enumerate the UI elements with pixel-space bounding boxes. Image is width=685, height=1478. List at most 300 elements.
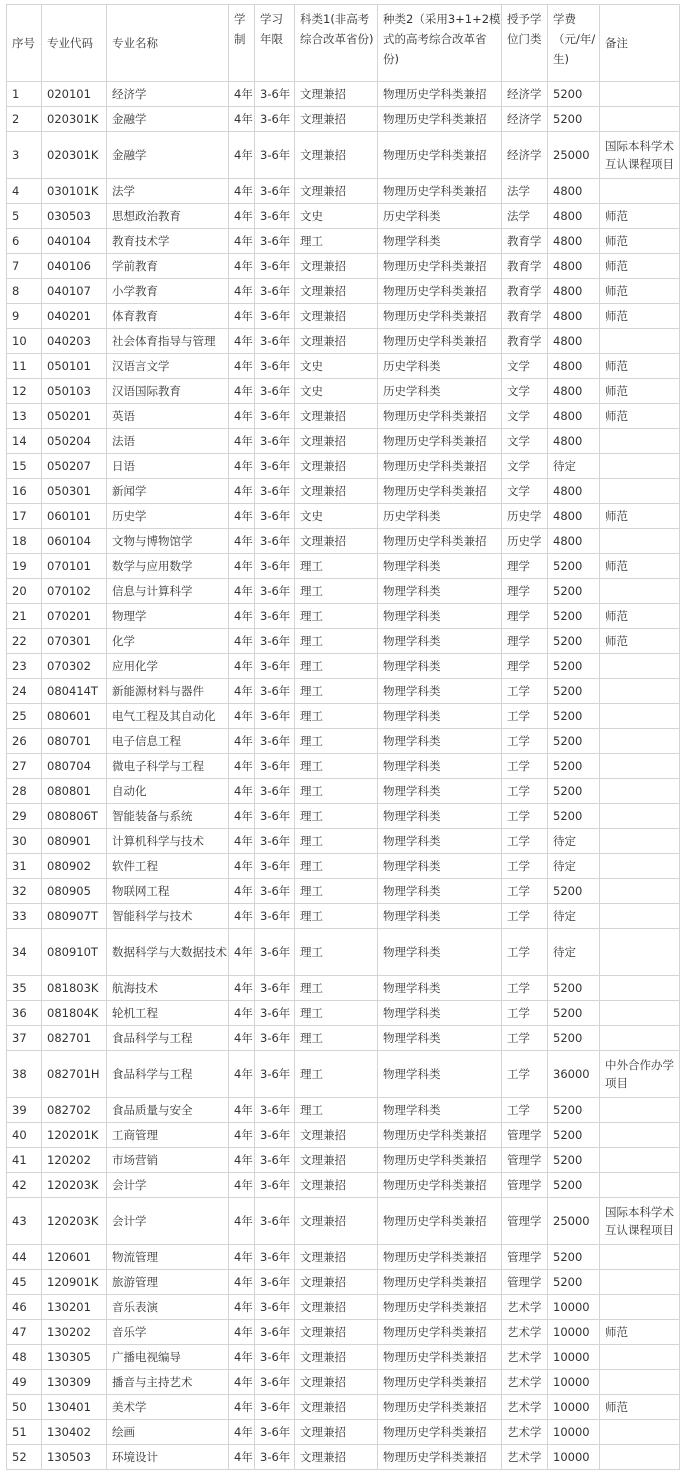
- cell-major-name: 文物与博物馆学: [107, 529, 229, 554]
- cell-index: 46: [7, 1295, 42, 1320]
- cell-study-years: 3-6年: [255, 629, 295, 654]
- cell-study-years: 3-6年: [255, 504, 295, 529]
- cell-category-1: 理工: [295, 704, 378, 729]
- cell-tuition: 待定: [548, 454, 600, 479]
- cell-category-1: 理工: [295, 229, 378, 254]
- cell-index: 16: [7, 479, 42, 504]
- cell-category-1: 理工: [295, 976, 378, 1001]
- cell-major-name: 日语: [107, 454, 229, 479]
- cell-degree: 工学: [502, 779, 548, 804]
- cell-category-2: 物理学科类: [378, 729, 502, 754]
- cell-tuition: 5200: [548, 729, 600, 754]
- cell-index: 28: [7, 779, 42, 804]
- cell-study-years: 3-6年: [255, 429, 295, 454]
- cell-duration: 4年: [229, 454, 255, 479]
- cell-degree: 艺术学: [502, 1445, 548, 1470]
- cell-major-name: 电子信息工程: [107, 729, 229, 754]
- cell-tuition: 5200: [548, 976, 600, 1001]
- cell-study-years: 3-6年: [255, 1098, 295, 1123]
- cell-category-2: 物理历史学科类兼招: [378, 404, 502, 429]
- cell-category-2: 物理学科类: [378, 554, 502, 579]
- cell-remarks: [600, 1345, 680, 1370]
- cell-category-2: 物理历史学科类兼招: [378, 304, 502, 329]
- cell-duration: 4年: [229, 304, 255, 329]
- cell-tuition: 5200: [548, 629, 600, 654]
- cell-index: 24: [7, 679, 42, 704]
- cell-degree: 教育学: [502, 304, 548, 329]
- cell-index: 37: [7, 1026, 42, 1051]
- cell-tuition: 5200: [548, 1026, 600, 1051]
- cell-category-2: 物理历史学科类兼招: [378, 1173, 502, 1198]
- cell-degree: 文学: [502, 404, 548, 429]
- cell-index: 9: [7, 304, 42, 329]
- cell-study-years: 3-6年: [255, 1001, 295, 1026]
- cell-major-name: 物理学: [107, 604, 229, 629]
- cell-study-years: 3-6年: [255, 1295, 295, 1320]
- cell-major-name: 学前教育: [107, 254, 229, 279]
- cell-remarks: [600, 1245, 680, 1270]
- cell-major-name: 智能装备与系统: [107, 804, 229, 829]
- cell-major-code: 040203: [42, 329, 107, 354]
- cell-major-name: 物流管理: [107, 1245, 229, 1270]
- cell-index: 39: [7, 1098, 42, 1123]
- cell-major-name: 微电子科学与工程: [107, 754, 229, 779]
- cell-duration: 4年: [229, 479, 255, 504]
- cell-major-name: 会计学: [107, 1198, 229, 1245]
- cell-index: 43: [7, 1198, 42, 1245]
- cell-study-years: 3-6年: [255, 1420, 295, 1445]
- table-row: [7, 1420, 680, 1445]
- cell-remarks: [600, 529, 680, 554]
- cell-remarks: 师范: [600, 279, 680, 304]
- cell-remarks: 国际本科学术互认课程项目: [600, 132, 680, 179]
- cell-duration: 4年: [229, 679, 255, 704]
- cell-category-1: 文理兼招: [295, 454, 378, 479]
- cell-major-code: 080801: [42, 779, 107, 804]
- cell-study-years: 3-6年: [255, 929, 295, 976]
- table-row: [7, 179, 680, 204]
- cell-degree: 文学: [502, 379, 548, 404]
- table-row: [7, 1395, 680, 1420]
- cell-tuition: 4800: [548, 429, 600, 454]
- cell-index: 31: [7, 854, 42, 879]
- cell-duration: 4年: [229, 204, 255, 229]
- cell-duration: 4年: [229, 1420, 255, 1445]
- table-row: [7, 554, 680, 579]
- cell-remarks: [600, 1420, 680, 1445]
- cell-category-1: 理工: [295, 629, 378, 654]
- header-tuition: 学费（元/年/生): [548, 5, 600, 82]
- cell-duration: 4年: [229, 1173, 255, 1198]
- cell-remarks: [600, 107, 680, 132]
- cell-major-code: 020301K: [42, 107, 107, 132]
- cell-category-1: 文史: [295, 354, 378, 379]
- cell-major-name: 信息与计算科学: [107, 579, 229, 604]
- cell-category-1: 文理兼招: [295, 304, 378, 329]
- cell-duration: 4年: [229, 1123, 255, 1148]
- cell-category-2: 物理历史学科类兼招: [378, 1445, 502, 1470]
- cell-duration: 4年: [229, 254, 255, 279]
- cell-category-1: 文理兼招: [295, 1198, 378, 1245]
- cell-remarks: [600, 579, 680, 604]
- cell-study-years: 3-6年: [255, 529, 295, 554]
- cell-tuition: 待定: [548, 854, 600, 879]
- cell-index: 26: [7, 729, 42, 754]
- cell-study-years: 3-6年: [255, 404, 295, 429]
- cell-tuition: 4800: [548, 229, 600, 254]
- cell-index: 48: [7, 1345, 42, 1370]
- cell-category-1: 文理兼招: [295, 1270, 378, 1295]
- cell-tuition: 4800: [548, 179, 600, 204]
- cell-category-2: 物理历史学科类兼招: [378, 1320, 502, 1345]
- cell-category-1: 理工: [295, 579, 378, 604]
- cell-major-code: 130305: [42, 1345, 107, 1370]
- cell-duration: 4年: [229, 1445, 255, 1470]
- cell-degree: 文学: [502, 354, 548, 379]
- cell-tuition: 5200: [548, 604, 600, 629]
- cell-category-2: 历史学科类: [378, 204, 502, 229]
- cell-category-1: 理工: [295, 1026, 378, 1051]
- header-duration: 学制: [229, 5, 255, 82]
- cell-major-code: 120601: [42, 1245, 107, 1270]
- cell-category-1: 理工: [295, 729, 378, 754]
- cell-major-code: 070301: [42, 629, 107, 654]
- cell-major-code: 060104: [42, 529, 107, 554]
- cell-remarks: 中外合作办学项目: [600, 1051, 680, 1098]
- cell-remarks: 师范: [600, 254, 680, 279]
- cell-major-code: 040106: [42, 254, 107, 279]
- cell-category-2: 物理历史学科类兼招: [378, 107, 502, 132]
- table-row: [7, 1098, 680, 1123]
- cell-degree: 理学: [502, 629, 548, 654]
- cell-major-code: 120201K: [42, 1123, 107, 1148]
- cell-major-code: 080414T: [42, 679, 107, 704]
- cell-category-1: 理工: [295, 829, 378, 854]
- cell-tuition: 5200: [548, 107, 600, 132]
- cell-study-years: 3-6年: [255, 604, 295, 629]
- cell-category-2: 物理历史学科类兼招: [378, 82, 502, 107]
- cell-tuition: 4800: [548, 279, 600, 304]
- cell-degree: 法学: [502, 204, 548, 229]
- cell-study-years: 3-6年: [255, 1345, 295, 1370]
- cell-study-years: 3-6年: [255, 1445, 295, 1470]
- cell-major-code: 081803K: [42, 976, 107, 1001]
- cell-major-name: 化学: [107, 629, 229, 654]
- cell-duration: 4年: [229, 704, 255, 729]
- cell-duration: 4年: [229, 1098, 255, 1123]
- cell-category-2: 物理历史学科类兼招: [378, 1245, 502, 1270]
- table-row: [7, 1173, 680, 1198]
- cell-major-code: 120203K: [42, 1198, 107, 1245]
- cell-major-name: 计算机科学与技术: [107, 829, 229, 854]
- table-row: [7, 329, 680, 354]
- cell-major-name: 法语: [107, 429, 229, 454]
- cell-duration: 4年: [229, 329, 255, 354]
- cell-degree: 工学: [502, 1098, 548, 1123]
- cell-major-code: 080910T: [42, 929, 107, 976]
- cell-category-1: 文理兼招: [295, 279, 378, 304]
- table-row: [7, 204, 680, 229]
- header-index: 序号: [7, 5, 42, 82]
- cell-major-name: 食品科学与工程: [107, 1026, 229, 1051]
- cell-duration: 4年: [229, 1051, 255, 1098]
- table-row: [7, 132, 680, 179]
- cell-category-2: 物理历史学科类兼招: [378, 1370, 502, 1395]
- cell-tuition: 10000: [548, 1295, 600, 1320]
- cell-duration: 4年: [229, 976, 255, 1001]
- cell-degree: 历史学: [502, 504, 548, 529]
- cell-remarks: [600, 1173, 680, 1198]
- cell-major-code: 130201: [42, 1295, 107, 1320]
- cell-duration: 4年: [229, 1026, 255, 1051]
- cell-degree: 工学: [502, 704, 548, 729]
- cell-category-1: 文理兼招: [295, 1123, 378, 1148]
- cell-study-years: 3-6年: [255, 329, 295, 354]
- cell-degree: 理学: [502, 654, 548, 679]
- cell-degree: 艺术学: [502, 1345, 548, 1370]
- cell-index: 36: [7, 1001, 42, 1026]
- cell-category-2: 物理历史学科类兼招: [378, 179, 502, 204]
- cell-degree: 工学: [502, 1001, 548, 1026]
- cell-category-2: 物理历史学科类兼招: [378, 1395, 502, 1420]
- cell-study-years: 3-6年: [255, 1051, 295, 1098]
- cell-category-2: 物理学科类: [378, 829, 502, 854]
- cell-major-code: 080902: [42, 854, 107, 879]
- cell-category-1: 文理兼招: [295, 254, 378, 279]
- table-row: [7, 429, 680, 454]
- cell-major-code: 040104: [42, 229, 107, 254]
- cell-category-2: 物理学科类: [378, 976, 502, 1001]
- cell-category-2: 物理历史学科类兼招: [378, 454, 502, 479]
- cell-duration: 4年: [229, 404, 255, 429]
- cell-major-code: 080901: [42, 829, 107, 854]
- cell-category-1: 文史: [295, 379, 378, 404]
- cell-category-1: 理工: [295, 1001, 378, 1026]
- cell-degree: 工学: [502, 804, 548, 829]
- header-degree: 授予学位门类: [502, 5, 548, 82]
- cell-category-2: 物理历史学科类兼招: [378, 1270, 502, 1295]
- cell-tuition: 10000: [548, 1370, 600, 1395]
- cell-duration: 4年: [229, 904, 255, 929]
- cell-category-1: 文理兼招: [295, 529, 378, 554]
- cell-degree: 艺术学: [502, 1370, 548, 1395]
- cell-tuition: 5200: [548, 82, 600, 107]
- cell-tuition: 5200: [548, 1173, 600, 1198]
- cell-tuition: 5200: [548, 704, 600, 729]
- table-row: [7, 976, 680, 1001]
- cell-remarks: 国际本科学术互认课程项目: [600, 1198, 680, 1245]
- cell-study-years: 3-6年: [255, 779, 295, 804]
- cell-category-2: 物理学科类: [378, 1051, 502, 1098]
- cell-degree: 管理学: [502, 1148, 548, 1173]
- majors-table: [6, 4, 680, 1470]
- cell-major-name: 美术学: [107, 1395, 229, 1420]
- cell-tuition: 待定: [548, 829, 600, 854]
- cell-major-name: 物联网工程: [107, 879, 229, 904]
- cell-major-name: 自动化: [107, 779, 229, 804]
- cell-index: 6: [7, 229, 42, 254]
- cell-major-name: 新能源材料与器件: [107, 679, 229, 704]
- cell-category-2: 物理历史学科类兼招: [378, 1123, 502, 1148]
- cell-duration: 4年: [229, 1370, 255, 1395]
- cell-major-name: 食品科学与工程: [107, 1051, 229, 1098]
- cell-degree: 管理学: [502, 1173, 548, 1198]
- cell-category-1: 文理兼招: [295, 404, 378, 429]
- table-row: [7, 354, 680, 379]
- cell-category-2: 物理历史学科类兼招: [378, 279, 502, 304]
- cell-major-code: 050103: [42, 379, 107, 404]
- cell-major-code: 120203K: [42, 1173, 107, 1198]
- cell-degree: 教育学: [502, 229, 548, 254]
- cell-remarks: 师范: [600, 504, 680, 529]
- cell-major-name: 金融学: [107, 132, 229, 179]
- cell-category-2: 物理学科类: [378, 929, 502, 976]
- cell-category-1: 文理兼招: [295, 1370, 378, 1395]
- cell-major-code: 060101: [42, 504, 107, 529]
- cell-category-1: 理工: [295, 554, 378, 579]
- cell-remarks: 师范: [600, 379, 680, 404]
- cell-category-2: 物理历史学科类兼招: [378, 254, 502, 279]
- cell-duration: 4年: [229, 554, 255, 579]
- cell-degree: 理学: [502, 579, 548, 604]
- cell-study-years: 3-6年: [255, 1173, 295, 1198]
- cell-tuition: 25000: [548, 132, 600, 179]
- cell-major-code: 070302: [42, 654, 107, 679]
- cell-duration: 4年: [229, 729, 255, 754]
- table-row: [7, 1270, 680, 1295]
- table-row: [7, 604, 680, 629]
- cell-index: 10: [7, 329, 42, 354]
- cell-category-1: 理工: [295, 929, 378, 976]
- cell-major-name: 电气工程及其自动化: [107, 704, 229, 729]
- cell-index: 1: [7, 82, 42, 107]
- cell-remarks: [600, 82, 680, 107]
- table-row: [7, 1320, 680, 1345]
- cell-major-name: 智能科学与技术: [107, 904, 229, 929]
- cell-index: 15: [7, 454, 42, 479]
- cell-remarks: 师范: [600, 204, 680, 229]
- cell-tuition: 5200: [548, 1098, 600, 1123]
- cell-degree: 工学: [502, 729, 548, 754]
- cell-index: 30: [7, 829, 42, 854]
- cell-remarks: [600, 1123, 680, 1148]
- cell-study-years: 3-6年: [255, 654, 295, 679]
- cell-category-1: 理工: [295, 654, 378, 679]
- cell-index: 13: [7, 404, 42, 429]
- cell-remarks: [600, 654, 680, 679]
- cell-duration: 4年: [229, 579, 255, 604]
- cell-degree: 经济学: [502, 82, 548, 107]
- cell-major-name: 体育教育: [107, 304, 229, 329]
- cell-major-name: 经济学: [107, 82, 229, 107]
- cell-tuition: 4800: [548, 354, 600, 379]
- cell-duration: 4年: [229, 529, 255, 554]
- cell-major-code: 082702: [42, 1098, 107, 1123]
- cell-tuition: 5200: [548, 754, 600, 779]
- cell-study-years: 3-6年: [255, 579, 295, 604]
- cell-category-1: 文理兼招: [295, 107, 378, 132]
- cell-major-code: 080907T: [42, 904, 107, 929]
- cell-remarks: [600, 1001, 680, 1026]
- cell-category-2: 历史学科类: [378, 504, 502, 529]
- cell-tuition: 10000: [548, 1445, 600, 1470]
- cell-degree: 艺术学: [502, 1395, 548, 1420]
- cell-degree: 教育学: [502, 279, 548, 304]
- cell-remarks: [600, 1295, 680, 1320]
- cell-index: 44: [7, 1245, 42, 1270]
- table-row: [7, 304, 680, 329]
- cell-index: 32: [7, 879, 42, 904]
- table-row: [7, 1051, 680, 1098]
- cell-duration: 4年: [229, 629, 255, 654]
- cell-category-1: 文理兼招: [295, 1395, 378, 1420]
- cell-major-name: 工商管理: [107, 1123, 229, 1148]
- cell-category-1: 文理兼招: [295, 1245, 378, 1270]
- cell-category-2: 物理学科类: [378, 1026, 502, 1051]
- cell-duration: 4年: [229, 829, 255, 854]
- cell-remarks: 师范: [600, 229, 680, 254]
- cell-category-2: 物理历史学科类兼招: [378, 529, 502, 554]
- cell-major-name: 汉语言文学: [107, 354, 229, 379]
- cell-major-code: 120901K: [42, 1270, 107, 1295]
- cell-major-code: 050207: [42, 454, 107, 479]
- table-row: [7, 579, 680, 604]
- cell-major-code: 050301: [42, 479, 107, 504]
- cell-major-code: 080704: [42, 754, 107, 779]
- cell-study-years: 3-6年: [255, 379, 295, 404]
- cell-study-years: 3-6年: [255, 829, 295, 854]
- cell-category-2: 物理学科类: [378, 754, 502, 779]
- cell-category-1: 文理兼招: [295, 1148, 378, 1173]
- cell-study-years: 3-6年: [255, 304, 295, 329]
- cell-degree: 工学: [502, 929, 548, 976]
- cell-duration: 4年: [229, 804, 255, 829]
- header-remarks: 备注: [600, 5, 680, 82]
- cell-major-name: 航海技术: [107, 976, 229, 1001]
- cell-remarks: [600, 976, 680, 1001]
- cell-remarks: [600, 854, 680, 879]
- cell-major-code: 030101K: [42, 179, 107, 204]
- cell-duration: 4年: [229, 754, 255, 779]
- cell-major-name: 英语: [107, 404, 229, 429]
- cell-category-1: 理工: [295, 854, 378, 879]
- cell-duration: 4年: [229, 429, 255, 454]
- cell-tuition: 5200: [548, 1123, 600, 1148]
- table-row: [7, 1123, 680, 1148]
- cell-index: 21: [7, 604, 42, 629]
- cell-major-name: 市场营销: [107, 1148, 229, 1173]
- cell-remarks: [600, 429, 680, 454]
- cell-study-years: 3-6年: [255, 1395, 295, 1420]
- cell-index: 19: [7, 554, 42, 579]
- cell-index: 4: [7, 179, 42, 204]
- table-row: [7, 1370, 680, 1395]
- cell-category-2: 物理学科类: [378, 904, 502, 929]
- cell-degree: 工学: [502, 879, 548, 904]
- cell-tuition: 5200: [548, 779, 600, 804]
- table-row: [7, 654, 680, 679]
- cell-study-years: 3-6年: [255, 1245, 295, 1270]
- cell-study-years: 3-6年: [255, 354, 295, 379]
- cell-major-code: 081804K: [42, 1001, 107, 1026]
- cell-tuition: 10000: [548, 1345, 600, 1370]
- cell-category-1: 文理兼招: [295, 1320, 378, 1345]
- cell-degree: 工学: [502, 1051, 548, 1098]
- cell-major-name: 音乐学: [107, 1320, 229, 1345]
- cell-category-1: 文理兼招: [295, 479, 378, 504]
- cell-category-1: 文理兼招: [295, 132, 378, 179]
- cell-remarks: [600, 779, 680, 804]
